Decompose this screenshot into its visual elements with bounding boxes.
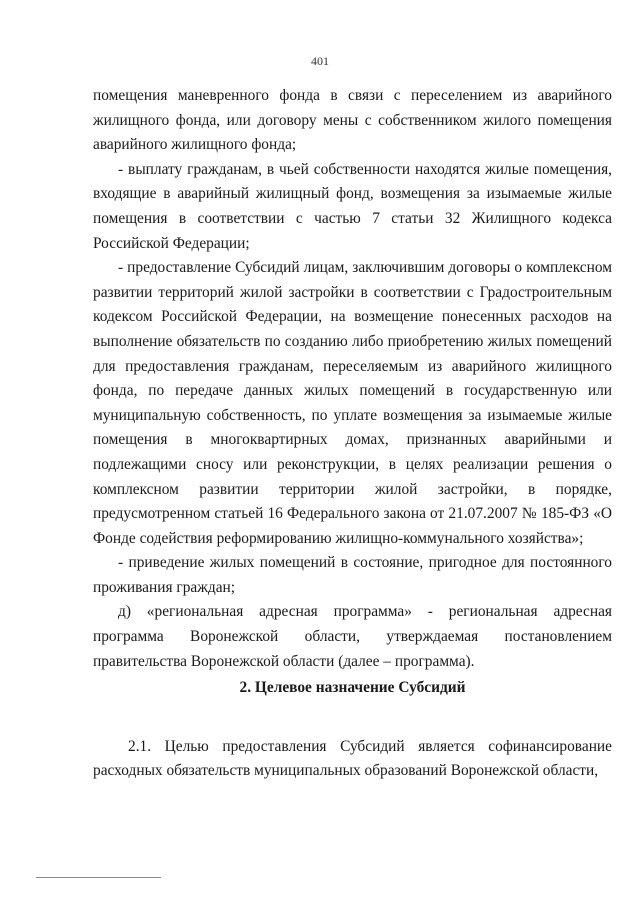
section-spacer: [93, 701, 612, 735]
page-number: 401: [311, 54, 329, 68]
document-body: [93, 84, 612, 784]
paragraph-continuation: помещения маневренного фонда в связи с переселением из аварийного жилищного фонда, или договору мены с собственником жилого помещения аварийного жилищного фонда;: [93, 87, 612, 154]
paragraph-section-2-1: 2.1. Целью предоставления Субсидий является софинансирование расходных обязательств муниципальных образований Воронежской области,: [93, 737, 612, 780]
paragraph-bringing-to-condition: - приведение жилых помещений в состояние, пригодное для постоянного проживания граждан;: [93, 554, 612, 596]
paragraph-regional-program-definition: д) «региональная адресная программа» - региональная адресная программа Воронежской области, утверждаемая постановлением правительства Воронежской области (далее – программа).: [93, 603, 612, 670]
footnote-rule: [36, 877, 161, 878]
paragraph-subsidy-provision: - предоставление Субсидий лицам, заключившим договоры о комплексном развитии территорий жилой застройки в соответствии с Градостроительным кодексом Российской Федерации, на возмещение понесенных расходов на выполнение обязательств по созданию либо приобретению жилых помещений для предоставления гражданам, переселяемым из аварийного жилищного фонда, по передаче данных жилых помещений в государственную или муниципальную собственность, по уплате возмещения за изымаемые жилые помещения в многоквартирных домах, признанных аварийными и подлежащими сносу или реконструкции, в целях реализации решения о комплексном развитии территории жилой застройки, в порядке, предусмотренном статьей 16 Федерального закона от 21.07.2007 № 185-ФЗ «О Фонде содействия реформированию жилищно-коммунального хозяйства»;: [93, 259, 612, 547]
section-heading: 2. Целевое назначение Субсидий: [239, 679, 466, 697]
paragraph-payment-to-citizens: - выплату гражданам, в чьей собственности находятся жилые помещения, входящие в аварийный жилищный фонд, возмещения за изымаемые жилые помещения в соответствии с частью 7 статьи 32 Жилищного кодекса Российской Федерации;: [93, 160, 612, 252]
